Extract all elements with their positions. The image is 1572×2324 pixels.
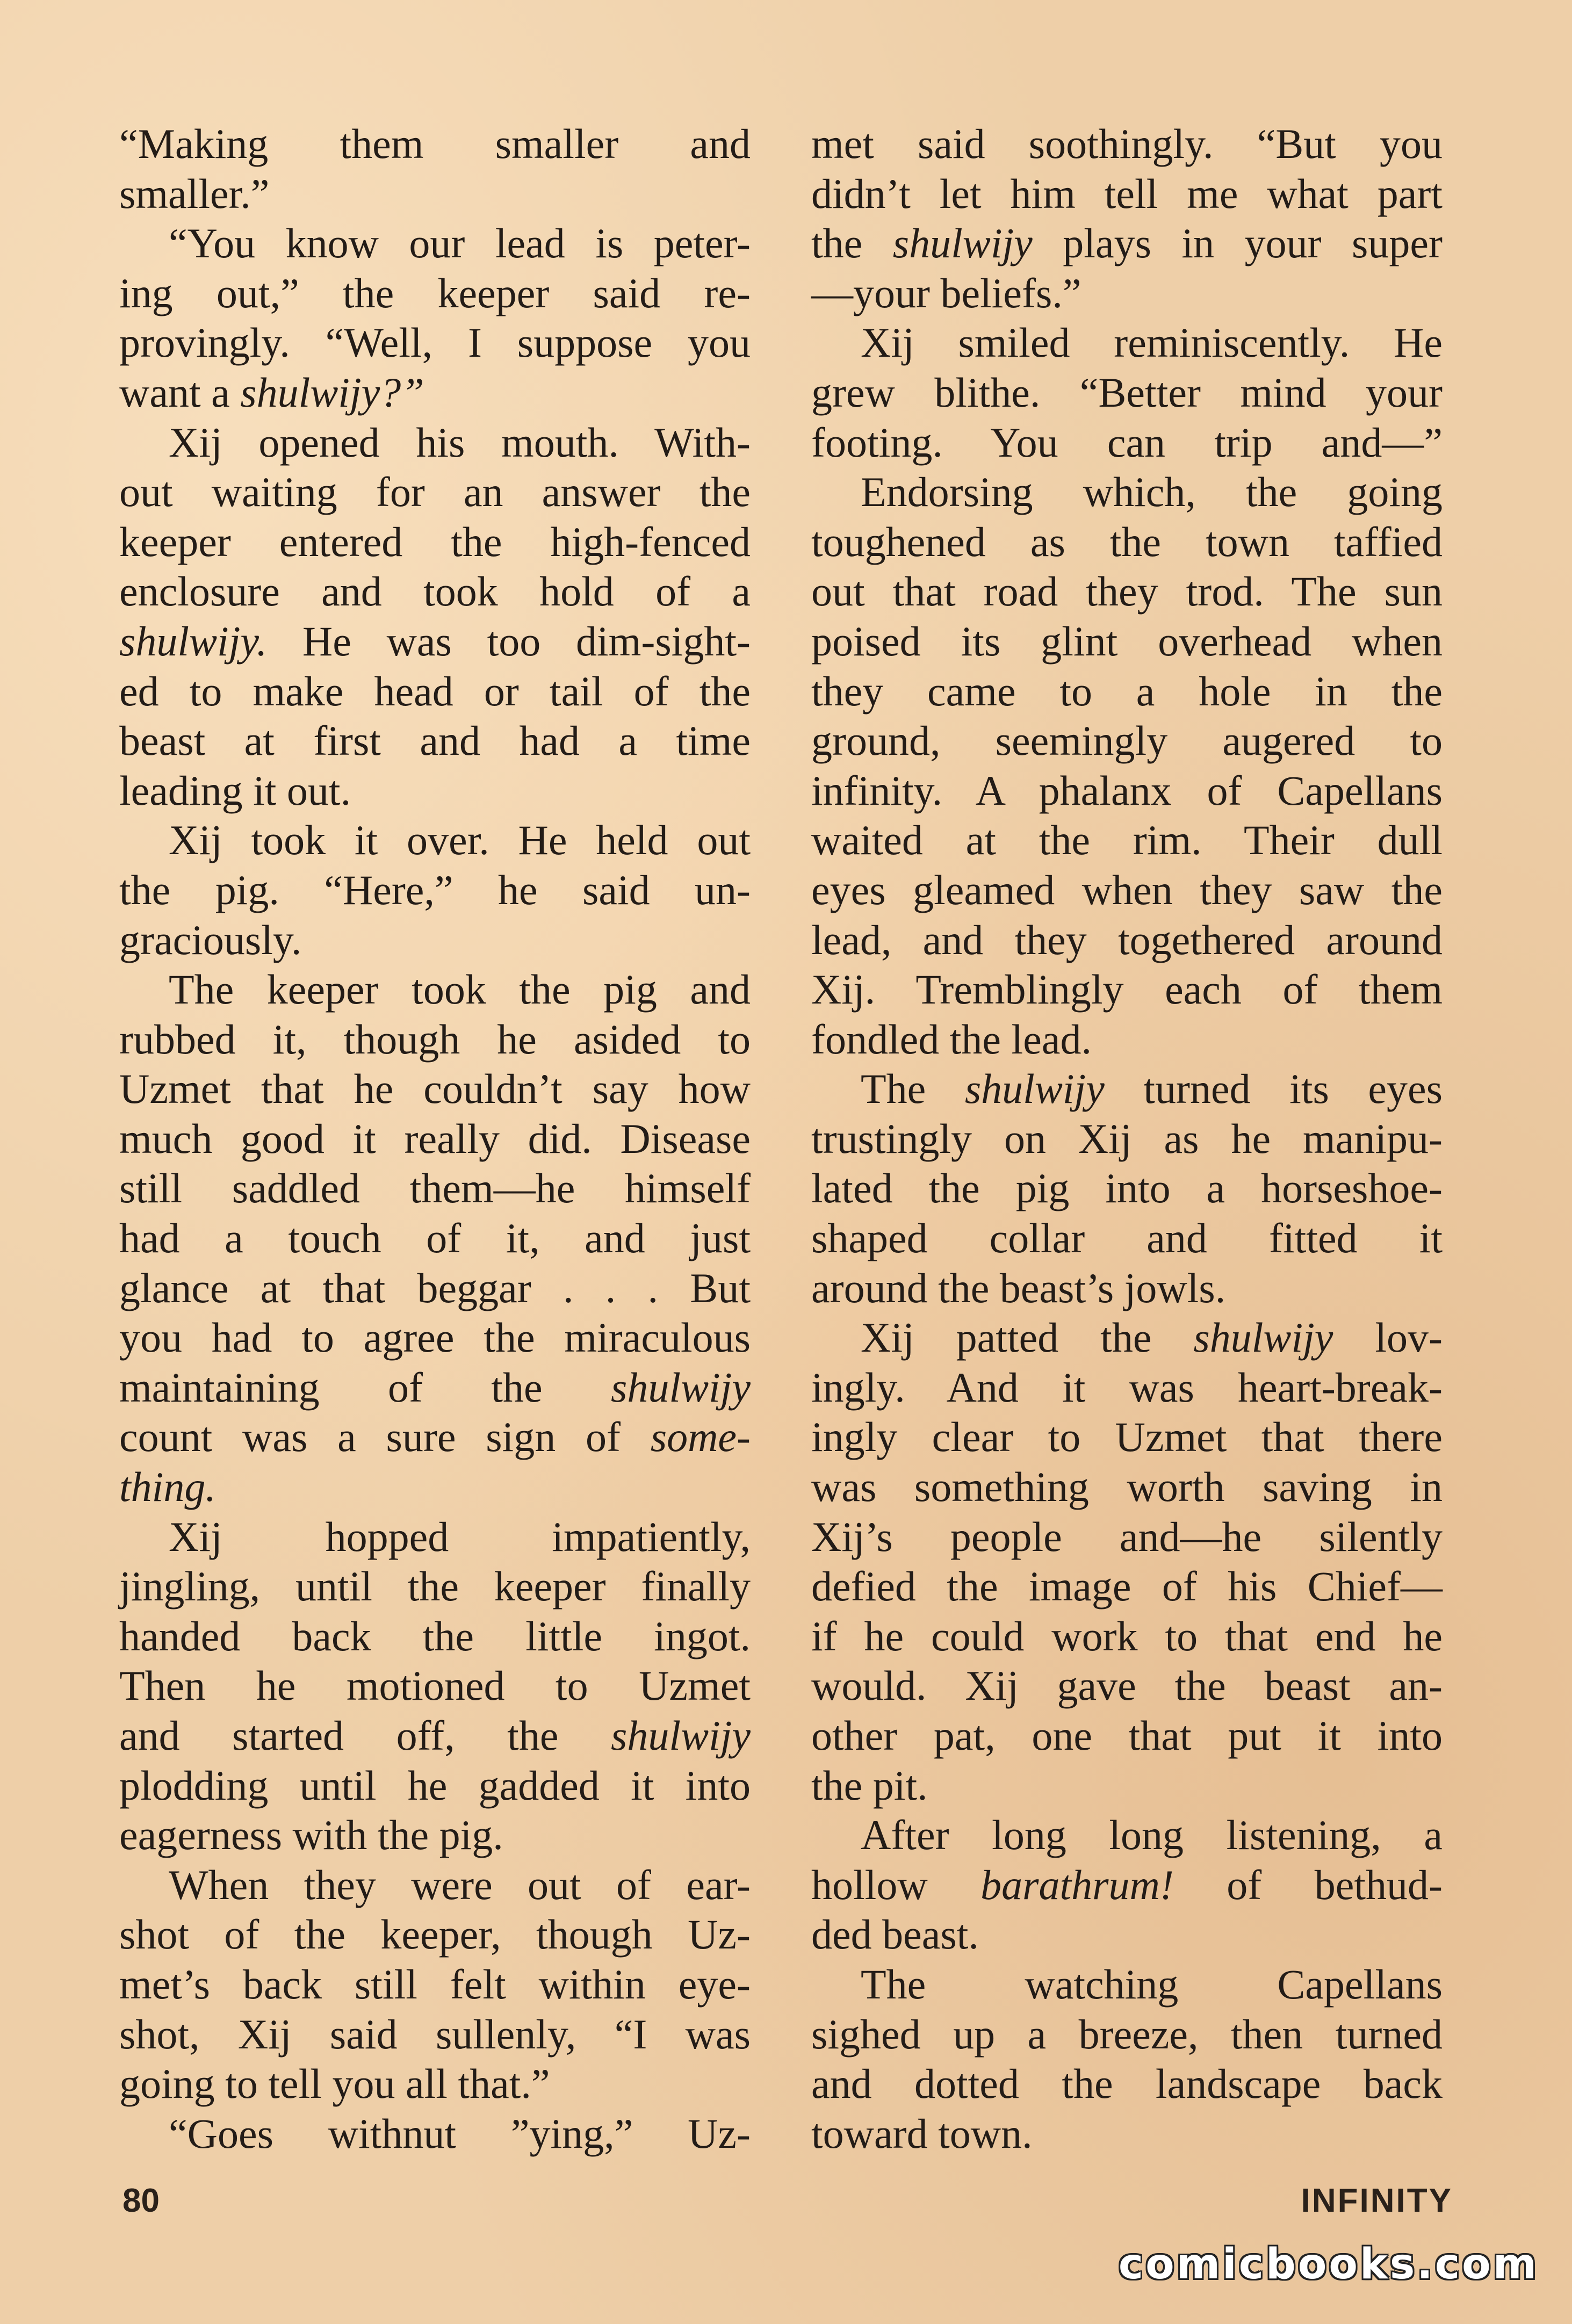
text-line: rubbed it, though he asided to: [119, 1015, 751, 1063]
text-line: Xij hopped impatiently,: [169, 1513, 751, 1560]
text-line: graciously.: [119, 916, 302, 963]
text-line: shaped collar and fitted it: [811, 1215, 1443, 1262]
text-line: leading it out.: [119, 767, 351, 814]
text-line: and started off, the shulwijy: [119, 1712, 751, 1759]
text-line: jingling, until the keeper finally: [119, 1563, 751, 1610]
text-column-left: [119, 119, 751, 2161]
text-line: handed back the little ingot.: [119, 1612, 751, 1659]
text-line: Then he motioned to Uzmet: [119, 1662, 751, 1709]
text-line: beast at first and had a time: [119, 717, 751, 764]
text-line: maintaining of the shulwijy: [119, 1363, 751, 1411]
text-line: grew blithe. “Better mind your: [811, 369, 1443, 416]
text-line: going to tell you all that.”: [119, 2060, 550, 2108]
text-line: Xij smiled reminiscently. He: [861, 319, 1443, 366]
text-line: glance at that beggar . . . But: [119, 1264, 751, 1311]
text-line: much good it really did. Disease: [119, 1115, 751, 1162]
text-line: out waiting for an answer the: [119, 468, 751, 516]
text-line: fondled the lead.: [811, 1015, 1092, 1063]
text-line: they came to a hole in the: [811, 667, 1443, 714]
text-line: the pig. “Here,” he said un-: [119, 866, 751, 913]
text-line: —your beliefs.”: [811, 269, 1081, 316]
text-line: shot of the keeper, though Uz-: [119, 1911, 751, 1958]
text-line: Endorsing which, the going: [861, 468, 1443, 516]
text-line: smaller.”: [119, 170, 270, 217]
text-line: Xij’s people and—he silently: [811, 1513, 1443, 1560]
text-line: eagerness with the pig.: [119, 1811, 503, 1859]
text-line: The keeper took the pig and: [169, 966, 751, 1013]
text-line: hollow barathrum! of bethud-: [811, 1861, 1443, 1908]
text-line: defied the image of his Chief—: [811, 1563, 1443, 1610]
text-line: “Making them smaller and: [119, 120, 751, 167]
text-line: was something worth saving in: [811, 1463, 1443, 1511]
text-line: met’s back still felt within eye-: [119, 1960, 751, 2008]
text-line: keeper entered the high-fenced: [119, 518, 751, 565]
text-line: poised its glint overhead when: [811, 617, 1443, 665]
text-line: infinity. A phalanx of Capellans: [811, 767, 1443, 814]
text-line: ing out,” the keeper said re-: [119, 269, 751, 316]
text-line: if he could work to that end he: [811, 1612, 1443, 1659]
text-line: still saddled them—he himself: [119, 1165, 751, 1212]
text-line: and dotted the landscape back: [811, 2060, 1443, 2108]
text-line: After long long listening, a: [861, 1811, 1443, 1859]
text-column-right: [811, 119, 1443, 2161]
text-line: ingly. And it was heart-break-: [811, 1363, 1443, 1411]
text-line: count was a sure sign of some-: [119, 1413, 751, 1461]
text-line: shulwijy. He was too dim-sight-: [119, 617, 751, 665]
running-footer-title: INFINITY: [1301, 2182, 1453, 2219]
text-line: toughened as the town taffied: [811, 518, 1443, 565]
page-number: 80: [122, 2182, 160, 2219]
text-line: When they were out of ear-: [169, 1861, 751, 1908]
text-line: didn’t let him tell me what part: [811, 170, 1443, 217]
text-line: lead, and they togethered around: [811, 916, 1443, 963]
text-line: Uzmet that he couldn’t say how: [119, 1065, 751, 1113]
text-line: Xij patted the shulwijy lov-: [861, 1314, 1443, 1361]
text-line: sighed up a breeze, then turned: [811, 2010, 1443, 2058]
text-line: “Goes withnut ”ying,” Uz-: [169, 2110, 751, 2157]
text-line: shot, Xij said sullenly, “I was: [119, 2010, 751, 2058]
text-line: ground, seemingly augered to: [811, 717, 1443, 764]
text-line: Xij took it over. He held out: [169, 817, 751, 864]
text-line: the pit.: [811, 1762, 928, 1809]
text-line: enclosure and took hold of a: [119, 568, 751, 615]
text-line: toward town.: [811, 2110, 1033, 2157]
text-line: footing. You can trip and—”: [811, 418, 1443, 466]
text-line: around the beast’s jowls.: [811, 1264, 1226, 1311]
text-line: lated the pig into a horseshoe-: [811, 1165, 1443, 1212]
text-line: waited at the rim. Their dull: [811, 817, 1443, 864]
watermark: comicbooks.com: [1118, 2240, 1539, 2289]
text-line: had a touch of it, and just: [119, 1215, 751, 1262]
text-line: the shulwijy plays in your super: [811, 220, 1443, 267]
text-line: ingly clear to Uzmet that there: [811, 1413, 1443, 1461]
text-line: plodding until he gadded it into: [119, 1762, 751, 1809]
text-line: out that road they trod. The sun: [811, 568, 1443, 615]
text-line: want a shulwijy?”: [119, 369, 424, 416]
text-line: The shulwijy turned its eyes: [861, 1065, 1443, 1113]
text-line: Xij opened his mouth. With-: [169, 418, 751, 466]
text-line: trustingly on Xij as he manipu-: [811, 1115, 1443, 1162]
text-line: other pat, one that put it into: [811, 1712, 1443, 1759]
text-line: provingly. “Well, I suppose you: [119, 319, 751, 366]
text-line: thing.: [119, 1463, 216, 1511]
text-line: you had to agree the miraculous: [119, 1314, 751, 1361]
text-line: eyes gleamed when they saw the: [811, 866, 1443, 913]
text-line: met said soothingly. “But you: [811, 120, 1443, 167]
text-line: The watching Capellans: [861, 1960, 1443, 2008]
text-line: Xij. Tremblingly each of them: [811, 966, 1443, 1013]
text-line: would. Xij gave the beast an-: [811, 1662, 1443, 1709]
text-line: ded beast.: [811, 1911, 979, 1958]
text-line: “You know our lead is peter-: [169, 220, 751, 267]
text-line: ed to make head or tail of the: [119, 667, 751, 714]
